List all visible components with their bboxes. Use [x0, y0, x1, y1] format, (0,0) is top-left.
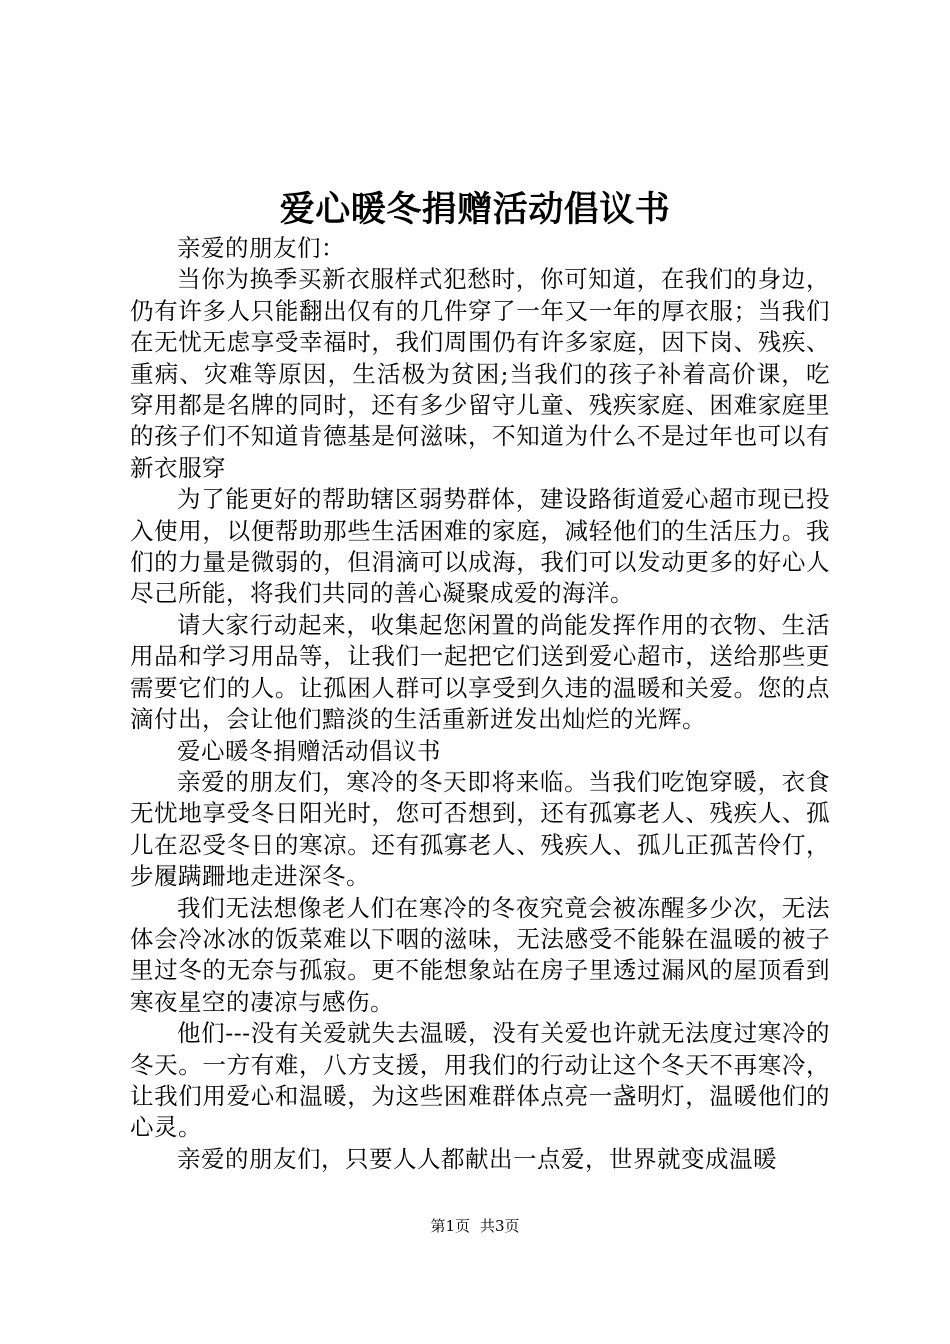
section-heading: 爱心暖冬捐赠活动倡议书 — [177, 736, 441, 765]
page-footer — [0, 1216, 950, 1236]
body-paragraph: 为了能更好的帮助辖区弱势群体，建设路街道爱心超市现已投入使用，以便帮助那些生活困难的家庭，减轻他们的生活压力。我们的力量是微弱的，但涓滴可以成海，我们可以发动更多的好心人尽己所能，将我们共同的善心凝聚成爱的海洋。 — [130, 485, 830, 608]
page-number: 第1页 — [430, 1217, 470, 1235]
body-paragraph: 当你为换季买新衣服样式犯愁时，你可知道，在我们的身边，仍有许多人只能翻出仅有的几件穿了一年又一年的厚衣服；当我们在无忧无虑享受幸福时，我们周围仍有许多家庭，因下岗、残疾、重病、灾难等原因，生活极为贫困;当我们的孩子补着高价课，吃穿用都是名牌的同时，还有多少留守儿童、残疾家庭、困难家庭里的孩子们不知道肯德基是何滋味，不知道为什么不是过年也可以有新衣服穿 — [130, 265, 830, 482]
body-paragraph: 请大家行动起来，收集起您闲置的尚能发挥作用的衣物、生活用品和学习用品等，让我们一起把它们送到爱心超市，送给那些更需要它们的人。让孤困人群可以享受到久违的温暖和关爱。您的点滴付出，会让他们黯淡的生活重新迸发出灿烂的光辉。 — [130, 610, 830, 734]
document-body — [130, 233, 830, 1175]
body-paragraph: 他们---没有关爱就失去温暖，没有关爱也许就无法度过寒冷的冬天。一方有难，八方支援，用我们的行动让这个冬天不再寒冷，让我们用爱心和温暖，为这些困难群体点亮一盏明灯，温暖他们的心灵。 — [130, 1019, 830, 1142]
document-title: 爱心暖冬捐赠活动倡议书 — [279, 189, 671, 230]
body-paragraph: 亲爱的朋友们，只要人人都献出一点爱，世界就变成温暖 — [177, 1144, 777, 1173]
body-paragraph: 亲爱的朋友们，寒冷的冬天即将来临。当我们吃饱穿暖，衣食无忧地享受冬日阳光时，您可否想到，还有孤寡老人、残疾人、孤儿在忍受冬日的寒凉。还有孤寡老人、残疾人、孤儿正孤苦伶仃，步履蹒跚地走进深冬。 — [130, 767, 830, 891]
salutation-paragraph: 亲爱的朋友们： — [177, 234, 345, 262]
body-paragraph: 我们无法想像老人们在寒冷的冬夜究竟会被冻醒多少次，无法体会冷冰冰的饭菜难以下咽的滋味，无法感受不能躲在温暖的被子里过冬的无奈与孤寂。更不能想象站在房子里透过漏风的屋顶看到寒夜星空的凄凉与感伤。 — [130, 893, 830, 1016]
page-total: 共3页 — [480, 1217, 520, 1235]
